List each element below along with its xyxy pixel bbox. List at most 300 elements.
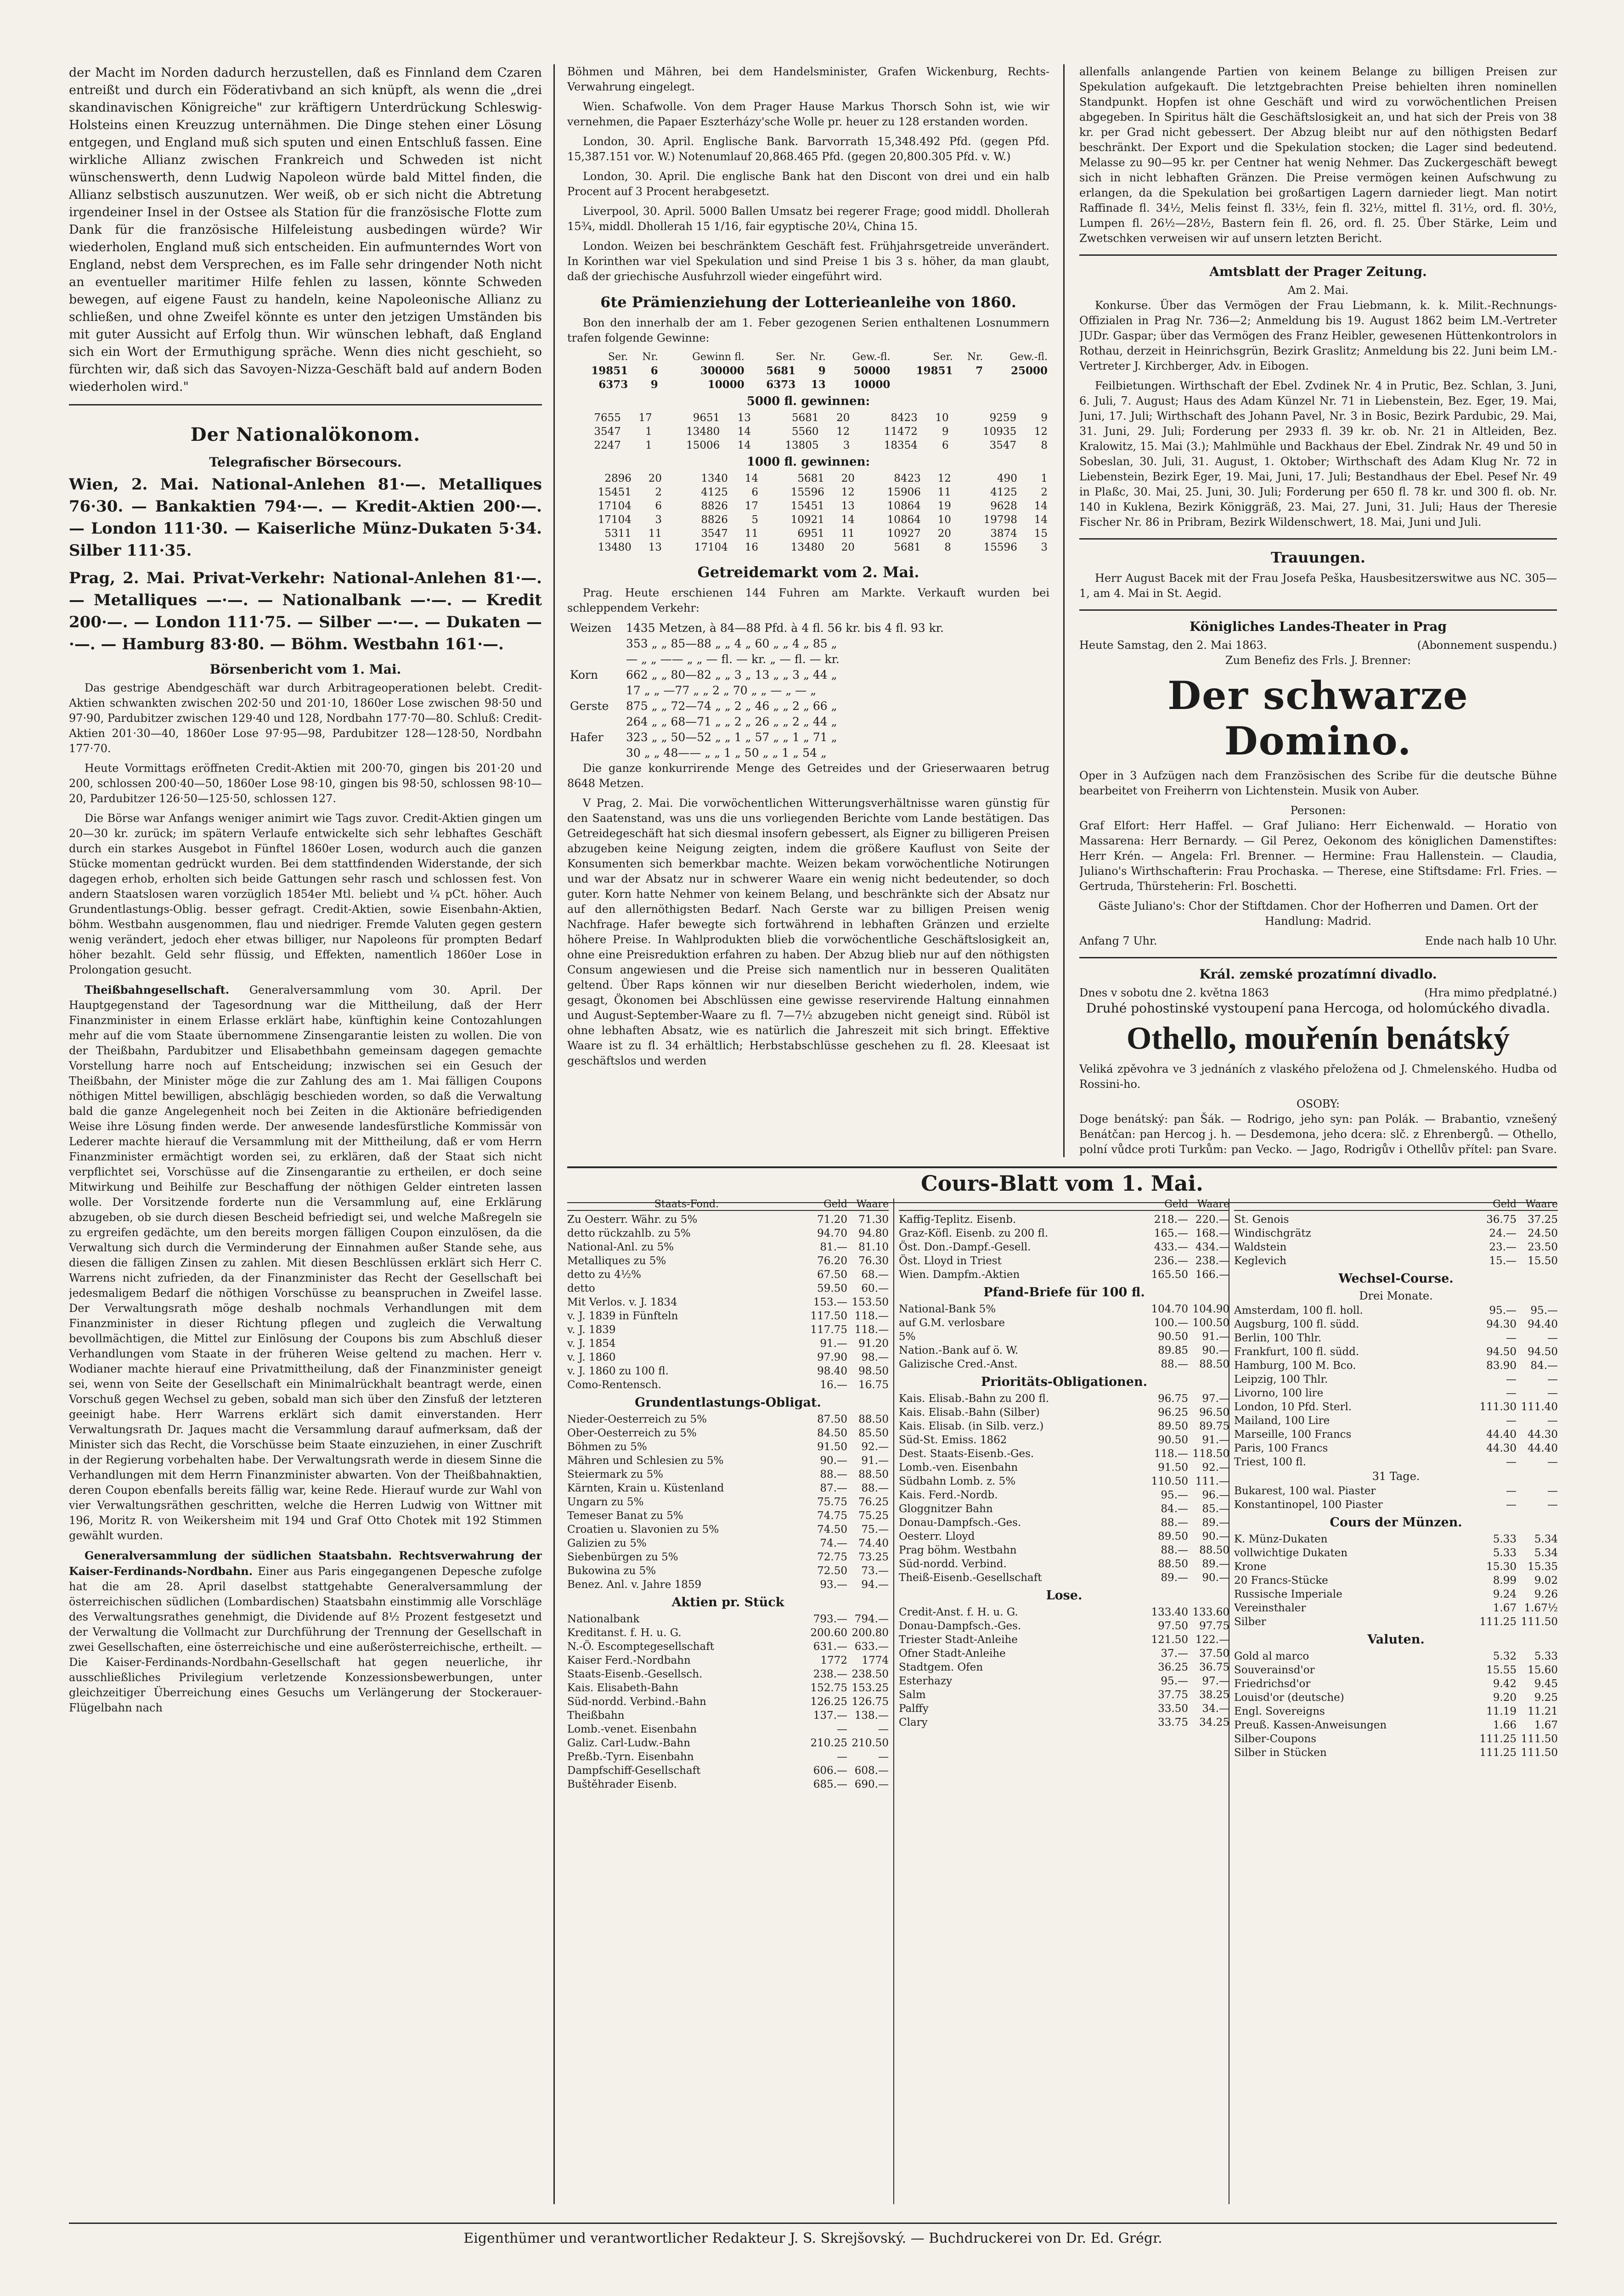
lottery-intro: Bon den innerhalb der am 1. Feber gezogenen Serien enthaltenen Losnummern trafen folgende Gewinne: <box>567 316 1049 344</box>
course-waare: 16.75 <box>858 1379 889 1391</box>
course-row <box>1234 1455 1558 1469</box>
table-row <box>567 540 1049 554</box>
muenzen-rows <box>1234 1532 1558 1629</box>
course-sheet-title: Cours-Blatt vom 1. Mai. <box>921 1171 1203 1196</box>
course-row <box>1234 1240 1558 1254</box>
theatre1-start: Anfang 7 Uhr. <box>1079 934 1157 947</box>
course-name: Galizische Cred.-Anst. <box>899 1358 1018 1370</box>
course-waare: 434.— <box>1195 1241 1229 1253</box>
table-cell: 17104 <box>694 541 728 553</box>
prioritaet-rows <box>899 1392 1229 1585</box>
course-row <box>1234 1254 1558 1268</box>
course-name: Temeser Banat zu 5% <box>567 1510 683 1522</box>
course-waare: 153.50 <box>851 1296 889 1308</box>
course-waare: 118.— <box>854 1324 889 1336</box>
course-name: Süd-St. Emiss. 1862 <box>899 1434 1007 1446</box>
course-geld: 9.42 <box>1493 1678 1517 1690</box>
course-row <box>567 1709 889 1722</box>
course-name: Credit-Anst. f. H. u. G. <box>899 1606 1018 1618</box>
course-waare: 97.— <box>1202 1393 1229 1405</box>
course-row <box>899 1647 1229 1660</box>
course-geld: 95.— <box>1161 1675 1188 1687</box>
course-geld: 44.30 <box>1486 1442 1517 1454</box>
table-cell: 5681 <box>797 473 824 484</box>
table-cell: 12 <box>1034 426 1048 438</box>
course-row <box>567 1426 889 1440</box>
table-cell: 5311 <box>604 528 632 540</box>
course-row <box>567 1564 889 1578</box>
course-geld: 236.— <box>1154 1255 1188 1267</box>
course-geld: 81.— <box>820 1241 847 1253</box>
course-row <box>899 1543 1229 1557</box>
course-waare: — <box>1547 1499 1558 1511</box>
course-name: Vereinsthaler <box>1234 1602 1306 1614</box>
course-geld: 36.25 <box>1158 1661 1188 1673</box>
course-geld: 91.50 <box>1158 1462 1188 1474</box>
course-waare: 88.50 <box>858 1413 889 1425</box>
course-geld: 153.— <box>813 1296 847 1308</box>
course-row <box>899 1433 1229 1447</box>
course-geld: 133.40 <box>1151 1606 1188 1618</box>
lottery-header-cell: Ser. <box>933 351 953 363</box>
course-geld: 104.70 <box>1151 1303 1188 1315</box>
column-rule <box>1063 64 1065 1157</box>
course-name: Oesterr. Lloyd <box>899 1531 975 1542</box>
feilbietungen: Feilbietungen. Wirthschaft der Ebel. Zvdinek Nr. 4 in Prutic, Bez. Schlan, 3. Juni, 6. Juli, 7. August; Haus des Adam Künzel Nr. 71 in Liebenstein, Bez. Eger, 19. Mai, Juni, 17. Juli; Wirthschaft des Johann Pavel, Nr. 3 in Bosic, Bezirk Pardubic, 29. Mai, 31. Juni, 29. Juli; Forderung per 2933 fl. 39 kr. ob. Nr. 21 in Altleiden, Bez. Kralowitz, 15. Mai (3.); Mahlmühle und Backhaus der Ebel. Zindrak Nr. 49 und 50 in Sobeslan, 30. Juli, 31. August, 1. Oktober; Wirthschaft des Adam Klug Nr. 72 in Liebenstein, Bezirk Eger, 19. Mai, Juni, 17. Juli; Bestandhaus der Ebel. Pesef Nr. 49 in Plaßc, 30. Mai, 25. Juni, 30. Juli; Forderung per 650 fl. 78 kr. und 300 fl. ob. Nr. 140 in Kuklena, Bezirk Königgräß, 23. Mai, 27. Juni, 31. Juli; Haus der Theresie Fischer Nr. 86 in Pribram, Bezirk Wildenschwert, 18. Mai, Juni und Juli. <box>1079 379 1557 529</box>
course-waare: 200.80 <box>851 1627 889 1639</box>
table-cell: 17 <box>638 412 652 424</box>
table-cell: 13480 <box>790 541 824 553</box>
col-head-geld: Geld <box>1493 1199 1517 1210</box>
grain-type: Korn <box>570 668 598 681</box>
course-geld: 89.85 <box>1158 1345 1188 1356</box>
course-waare: 94.40 <box>1528 1318 1558 1330</box>
telegraph-title: Telegrafischer Börsecours. <box>209 455 402 470</box>
table-cell: 20 <box>841 541 855 553</box>
table-cell: 4125 <box>701 486 728 498</box>
table-cell: 12 <box>937 473 951 484</box>
theatre2-name: Král. zemské prozatímní divadlo. <box>1199 967 1437 982</box>
course-row <box>567 1268 889 1282</box>
course-geld: — <box>1506 1387 1517 1399</box>
grain-type: Weizen <box>570 621 612 635</box>
course-name: 5% <box>899 1331 916 1343</box>
course-waare: 92.— <box>1202 1462 1229 1474</box>
course-waare: 38.25 <box>1199 1689 1229 1701</box>
railway-rows <box>899 1213 1229 1282</box>
grain-type <box>567 683 623 698</box>
course-waare: 104.90 <box>1192 1303 1229 1315</box>
course-row <box>899 1633 1229 1647</box>
course-row <box>1234 1649 1558 1663</box>
theatre1-end: Ende nach halb 10 Uhr. <box>1425 934 1557 947</box>
course-geld: 117.50 <box>810 1310 847 1322</box>
course-name: Kärnten, Krain u. Küstenland <box>567 1482 724 1494</box>
course-row <box>899 1530 1229 1543</box>
table-cell: 2 <box>655 486 662 498</box>
course-waare: 166.— <box>1195 1269 1229 1281</box>
course-waare: 9.26 <box>1534 1588 1558 1600</box>
col-head-fond: Staats-Fond. <box>654 1199 719 1210</box>
table-cell: 6373 <box>598 378 628 391</box>
course-geld: 88.— <box>1161 1544 1188 1556</box>
course-geld: 90.50 <box>1158 1434 1188 1446</box>
course-row <box>567 1378 889 1392</box>
table-cell: 13 <box>841 500 855 512</box>
course-name: Kais. Elisabeth-Bahn <box>567 1682 679 1694</box>
table-row <box>567 472 1049 485</box>
course-name: Esterhazy <box>899 1675 953 1687</box>
course-name: National-Anl. zu 5% <box>567 1241 674 1253</box>
course-waare: 24.50 <box>1528 1227 1558 1239</box>
course-name: v. J. 1860 <box>567 1351 616 1363</box>
section-title: Der Nationalökonom. <box>190 424 421 445</box>
course-name: v. J. 1839 in Fünfteln <box>567 1310 678 1322</box>
theatre2-abo: (Hra mimo předplatné.) <box>1424 986 1557 999</box>
course-waare: 75.25 <box>858 1510 889 1522</box>
course-name: Zu Oesterr. Währ. zu 5% <box>567 1214 698 1226</box>
course-waare: — <box>1547 1485 1558 1497</box>
course-waare: 91.— <box>1202 1331 1229 1343</box>
table-cell: 14 <box>744 473 758 484</box>
table-cell: 15 <box>1034 528 1048 540</box>
table-cell: 10 <box>935 412 949 424</box>
table-cell: 1340 <box>701 473 728 484</box>
course-name: Souverainsd'or <box>1234 1664 1315 1676</box>
course-name: Keglevich <box>1234 1255 1286 1267</box>
course-waare: 133.60 <box>1192 1606 1229 1618</box>
course-name: Kais. Elisab.-Bahn (Silber) <box>899 1407 1040 1418</box>
course-row <box>899 1502 1229 1516</box>
course-row <box>567 1412 889 1426</box>
course-waare: 111.50 <box>1521 1733 1558 1745</box>
course-name: Öst. Don.-Dampf.-Gesell. <box>899 1241 1031 1253</box>
course-waare: 88.50 <box>1199 1358 1229 1370</box>
course-waare: 100.50 <box>1192 1317 1229 1329</box>
course-row <box>899 1316 1229 1330</box>
course-waare: 15.50 <box>1528 1255 1558 1267</box>
course-row <box>1234 1546 1558 1560</box>
course-name: Russische Imperiale <box>1234 1588 1342 1600</box>
course-name: Kaiser Ferd.-Nordbahn <box>567 1654 691 1666</box>
course-row <box>1234 1746 1558 1760</box>
course-name: v. J. 1860 zu 100 fl. <box>567 1365 669 1377</box>
course-waare: 238.— <box>1195 1255 1229 1267</box>
table-cell: 3874 <box>990 528 1017 540</box>
table-cell: 10927 <box>887 528 921 540</box>
valuten-head: Valuten. <box>1367 1632 1425 1647</box>
course-name: detto zu 4½% <box>567 1269 641 1281</box>
course-name: Clary <box>899 1716 928 1728</box>
course-geld: 165.— <box>1154 1227 1188 1239</box>
course-row <box>567 1722 889 1736</box>
course-name: Wien. Dampfm.-Aktien <box>899 1269 1020 1281</box>
course-geld: 111.25 <box>1479 1747 1517 1759</box>
table-cell: 1 <box>645 439 652 451</box>
course-waare: 153.25 <box>851 1682 889 1694</box>
course-name: Waldstein <box>1234 1241 1287 1253</box>
course-name: Nationalbank <box>567 1613 640 1625</box>
course-waare: 44.30 <box>1528 1429 1558 1441</box>
amtsblatt-title: Amtsblatt der Prager Zeitung. <box>1209 264 1427 279</box>
course-name: Konstantinopel, 100 Piaster <box>1234 1499 1383 1511</box>
course-name: Louisd'or (deutsche) <box>1234 1692 1344 1704</box>
course-geld: 9.20 <box>1493 1692 1517 1704</box>
table-cell: 2 <box>1041 486 1048 498</box>
course-row <box>1234 1373 1558 1386</box>
course-name: Ofner Stadt-Anleihe <box>899 1648 1006 1660</box>
grain-quote: 353 „ „ 85—88 „ „ 4 „ 60 „ „ 4 „ 85 „ <box>626 637 837 650</box>
col-head-geld: Geld <box>1164 1199 1188 1210</box>
course-name: Livorno, 100 lire <box>1234 1387 1324 1399</box>
table-cell: 12 <box>841 486 855 498</box>
table-cell: 3 <box>843 439 850 451</box>
course-row <box>567 1640 889 1654</box>
course-row <box>567 1337 889 1351</box>
table-cell: 13 <box>811 378 826 391</box>
theatre2-title: Othello, mouřenín benátský <box>1126 1021 1510 1056</box>
course-waare: 794.— <box>854 1613 889 1625</box>
course-row <box>567 1695 889 1709</box>
course-waare: 118.50 <box>1192 1448 1229 1460</box>
muenzen-head: Cours der Münzen. <box>1330 1515 1462 1530</box>
course-geld: 83.90 <box>1486 1360 1517 1372</box>
london-discount: London, 30. April. Die englische Bank hat den Discont von drei und ein halb Procent auf 3 Procent herabgesetzt. <box>567 170 1049 198</box>
course-geld: 96.25 <box>1158 1407 1188 1418</box>
course-geld: 84.— <box>1161 1503 1188 1515</box>
grain-type <box>567 636 623 652</box>
course-name: St. Genois <box>1234 1214 1289 1226</box>
table-cell: 3 <box>1041 541 1048 553</box>
course-waare: 34.25 <box>1199 1716 1229 1728</box>
course-geld: 37.— <box>1161 1648 1188 1660</box>
theatre1-date-line <box>1079 638 1557 653</box>
table-cell: 5681 <box>792 412 819 424</box>
course-geld: 117.75 <box>810 1324 847 1336</box>
course-geld: 87.50 <box>817 1413 847 1425</box>
course-name: Frankfurt, 100 fl. südd. <box>1234 1346 1359 1358</box>
course-name: 20 Francs-Stücke <box>1234 1575 1328 1587</box>
course-geld: — <box>1506 1332 1517 1344</box>
table-row <box>567 411 1049 425</box>
prize-5000-label: 5000 fl. gewinnen: <box>746 394 870 408</box>
table-cell: 300000 <box>700 365 744 377</box>
table-cell: 10000 <box>853 378 891 391</box>
course-waare: 1.67 <box>1534 1719 1558 1731</box>
course-geld: 210.25 <box>810 1737 847 1749</box>
lose-rows-cont <box>1234 1213 1558 1268</box>
course-waare: 122.— <box>1195 1634 1229 1646</box>
course-name: Silber in Stücken <box>1234 1747 1327 1759</box>
course-name: Hamburg, 100 M. Bco. <box>1234 1360 1356 1372</box>
course-name: Marseille, 100 Francs <box>1234 1429 1352 1441</box>
course-geld: 238.— <box>813 1668 847 1680</box>
table-cell: 6951 <box>797 528 824 540</box>
course-row <box>567 1227 889 1240</box>
course-waare: 91.— <box>861 1455 889 1467</box>
table-row <box>567 364 1049 378</box>
course-row <box>899 1447 1229 1461</box>
table-cell: 12 <box>836 426 850 438</box>
course-row <box>567 1750 889 1764</box>
grain-market-title: Getreidemarkt vom 2. Mai. <box>697 563 919 581</box>
course-waare: 73.25 <box>858 1551 889 1563</box>
grundentlastung-head: Grundentlastungs-Obligat. <box>635 1396 821 1410</box>
course-geld: — <box>1506 1499 1517 1511</box>
course-geld: 95.— <box>1161 1489 1188 1501</box>
table-cell: 6373 <box>766 378 796 391</box>
course-geld: 118.— <box>1154 1448 1188 1460</box>
lottery-header-cell: Nr. <box>967 351 983 363</box>
course-row <box>567 1736 889 1750</box>
course-col-header <box>1234 1199 1558 1211</box>
table-cell: 10864 <box>887 500 921 512</box>
col-head-waare: Waare <box>1197 1199 1229 1210</box>
course-row <box>1234 1317 1558 1331</box>
course-name: Galiz. Carl-Ludw.-Bahn <box>567 1737 691 1749</box>
table-cell: 9 <box>1041 412 1048 424</box>
lottery-header-cell: Gew.-fl. <box>1009 351 1048 363</box>
course-waare: — <box>1547 1373 1558 1385</box>
course-waare: 9.25 <box>1534 1692 1558 1704</box>
course-row <box>567 1254 889 1268</box>
course-name: Buštěhrader Eisenb. <box>567 1778 677 1790</box>
course-name: v. J. 1854 <box>567 1338 616 1350</box>
table-cell: 19851 <box>591 365 628 377</box>
course-waare: 90.— <box>1202 1531 1229 1542</box>
wechsel-sub: Drei Monate. <box>1359 1289 1433 1302</box>
theatre1-title: Der schwarze Domino. <box>1167 673 1469 764</box>
course-geld: 218.— <box>1154 1214 1188 1226</box>
course-name: Stadtgem. Ofen <box>899 1661 983 1673</box>
staatsfond-rows <box>567 1213 889 1392</box>
grain-quote: 1435 Metzen, à 84—88 Pfd. à 4 fl. 56 kr. bis 4 fl. 93 kr. <box>626 621 944 635</box>
course-row <box>899 1619 1229 1633</box>
course-geld: 15.30 <box>1486 1561 1517 1573</box>
course-row <box>899 1688 1229 1702</box>
course-waare: 81.10 <box>858 1241 889 1253</box>
course-waare: 633.— <box>854 1641 889 1653</box>
course-geld: 100.— <box>1154 1317 1188 1329</box>
course-geld: 15.— <box>1489 1255 1517 1267</box>
course-geld: 111.25 <box>1479 1733 1517 1745</box>
course-row <box>899 1302 1229 1316</box>
course-name: Paris, 100 Francs <box>1234 1442 1328 1454</box>
table-cell: 13805 <box>785 439 819 451</box>
course-geld: 97.90 <box>817 1351 847 1363</box>
course-row <box>1234 1345 1558 1359</box>
course-geld: 8.99 <box>1493 1575 1517 1587</box>
grain-type: Hafer <box>570 731 603 744</box>
course-geld: 16.— <box>820 1379 847 1391</box>
course-waare: — <box>878 1723 889 1735</box>
course-row <box>899 1474 1229 1488</box>
course-row <box>567 1295 889 1309</box>
lottery-header-cell: Ser. <box>776 351 796 363</box>
course-geld: 121.50 <box>1151 1634 1188 1646</box>
lottery-1000-table <box>567 472 1049 554</box>
course-col-header <box>567 1199 889 1211</box>
course-row <box>899 1227 1229 1240</box>
course-geld: 36.75 <box>1486 1214 1517 1226</box>
table-cell: 5681 <box>894 541 921 553</box>
course-name: Palffy <box>899 1703 929 1715</box>
grain-row <box>567 745 1049 761</box>
course-row <box>567 1454 889 1468</box>
table-row <box>567 378 1049 392</box>
lottery-header-cell: Ser. <box>608 351 628 363</box>
grain-type <box>567 714 623 730</box>
course-row <box>899 1240 1229 1254</box>
table-row <box>567 513 1049 527</box>
table-cell: 11 <box>744 528 758 540</box>
course-geld: 110.50 <box>1151 1475 1188 1487</box>
table-cell: 14 <box>737 426 751 438</box>
lottery-header-cell: Gewinn fl. <box>692 351 744 363</box>
course-name: Donau-Dampfsch.-Ges. <box>899 1620 1021 1632</box>
course-row <box>567 1351 889 1364</box>
table-cell: 17104 <box>598 500 632 512</box>
sued-text: Einer aus Paris eingegangenen Depesche zufolge hat die am 28. April daselbst stattgehabte Generalversammlung der österreichischen südlichen (Lombardischen) Staatsbahn einstimmig alle Vorschläge des Verwaltungsrathes genehmigt, die Dividende auf 8½ Prozent festgesetzt und der Verwaltung die Vollmacht zur Durchführung der Trennung der Gesellschaft in zwei Gesellschaften, eine österreichische und eine außerösterreichische, ertheilt. — Die Kaiser-Ferdinands-Nordbahn-Gesellschaft hat gegen neuerliche, ihr ausschließliches Privilegium verletzende Konzessionsbewerbungen, unter gleichzeitiger Überreichung eines Gesuchs um Verlängerung der Stockerauer-Flügelbahn nach <box>69 1565 542 1714</box>
course-name: Nation.-Bank auf ö. W. <box>899 1345 1019 1356</box>
course-geld: 84.50 <box>817 1427 847 1439</box>
prag-quotes: Prag, 2. Mai. Privat-Verkehr: National-Anlehen 81·—. — Metalliques —·—. — Nationalbank —·—. — Kredit 200·—. — London 111·75. — Silber —·—. — Dukaten —·—. — Hamburg 83·80. — Böhm. Westbahn 161·—. <box>69 569 542 653</box>
table-row <box>567 499 1049 513</box>
course-name: Bukowina zu 5% <box>567 1565 656 1577</box>
course-row <box>567 1481 889 1495</box>
grain-quote: 264 „ „ 68—71 „ „ 2 „ 26 „ „ 2 „ 44 „ <box>626 715 837 728</box>
course-row <box>567 1536 889 1550</box>
course-row <box>899 1488 1229 1502</box>
course-waare: 71.30 <box>858 1214 889 1226</box>
course-waare: 111.40 <box>1521 1401 1558 1413</box>
grain-row <box>567 698 1049 714</box>
table-cell: 17104 <box>598 514 632 526</box>
course-column-1 <box>567 1199 889 2204</box>
course-waare: 15.60 <box>1528 1664 1558 1676</box>
course-name: detto rückzahlb. zu 5% <box>567 1227 691 1239</box>
course-waare: 44.40 <box>1528 1442 1558 1454</box>
course-geld: — <box>837 1723 847 1735</box>
table-row <box>567 425 1049 439</box>
course-name: Graz-Köfl. Eisenb. zu 200 fl. <box>899 1227 1049 1239</box>
course-name: Gold al marco <box>1234 1650 1309 1662</box>
course-name: auf G.M. verlosbare <box>899 1317 1005 1329</box>
course-geld: 94.30 <box>1486 1318 1517 1330</box>
table-cell: 20 <box>648 473 662 484</box>
aktien-rows <box>567 1612 889 1791</box>
table-cell: 14 <box>737 439 751 451</box>
course-geld: 793.— <box>813 1613 847 1625</box>
course-row <box>1234 1400 1558 1414</box>
course-waare: 89.— <box>1202 1558 1229 1570</box>
lottery-header-cell: Nr. <box>642 351 658 363</box>
theatre2-date-line <box>1079 985 1557 1001</box>
course-name: Berlin, 100 Thlr. <box>1234 1332 1322 1344</box>
imprint-footer: Eigenthümer und verantwortlicher Redakteur J. S. Skrejšovský. — Buchdruckerei von Dr. Ed. Grégr. <box>69 2223 1557 2246</box>
course-waare: 23.50 <box>1528 1241 1558 1253</box>
course-sheet-header <box>567 1166 1557 1203</box>
course-geld: 9.24 <box>1493 1588 1517 1600</box>
course-name: Öst. Lloyd in Triest <box>899 1255 1002 1267</box>
course-row <box>567 1578 889 1592</box>
course-waare: 88.50 <box>1199 1544 1229 1556</box>
course-name: Silber <box>1234 1616 1266 1628</box>
course-name: Friedrichsd'or <box>1234 1678 1311 1690</box>
course-name: Nieder-Oesterreich zu 5% <box>567 1413 707 1425</box>
table-cell: 9259 <box>989 412 1017 424</box>
table-cell: 10864 <box>887 514 921 526</box>
